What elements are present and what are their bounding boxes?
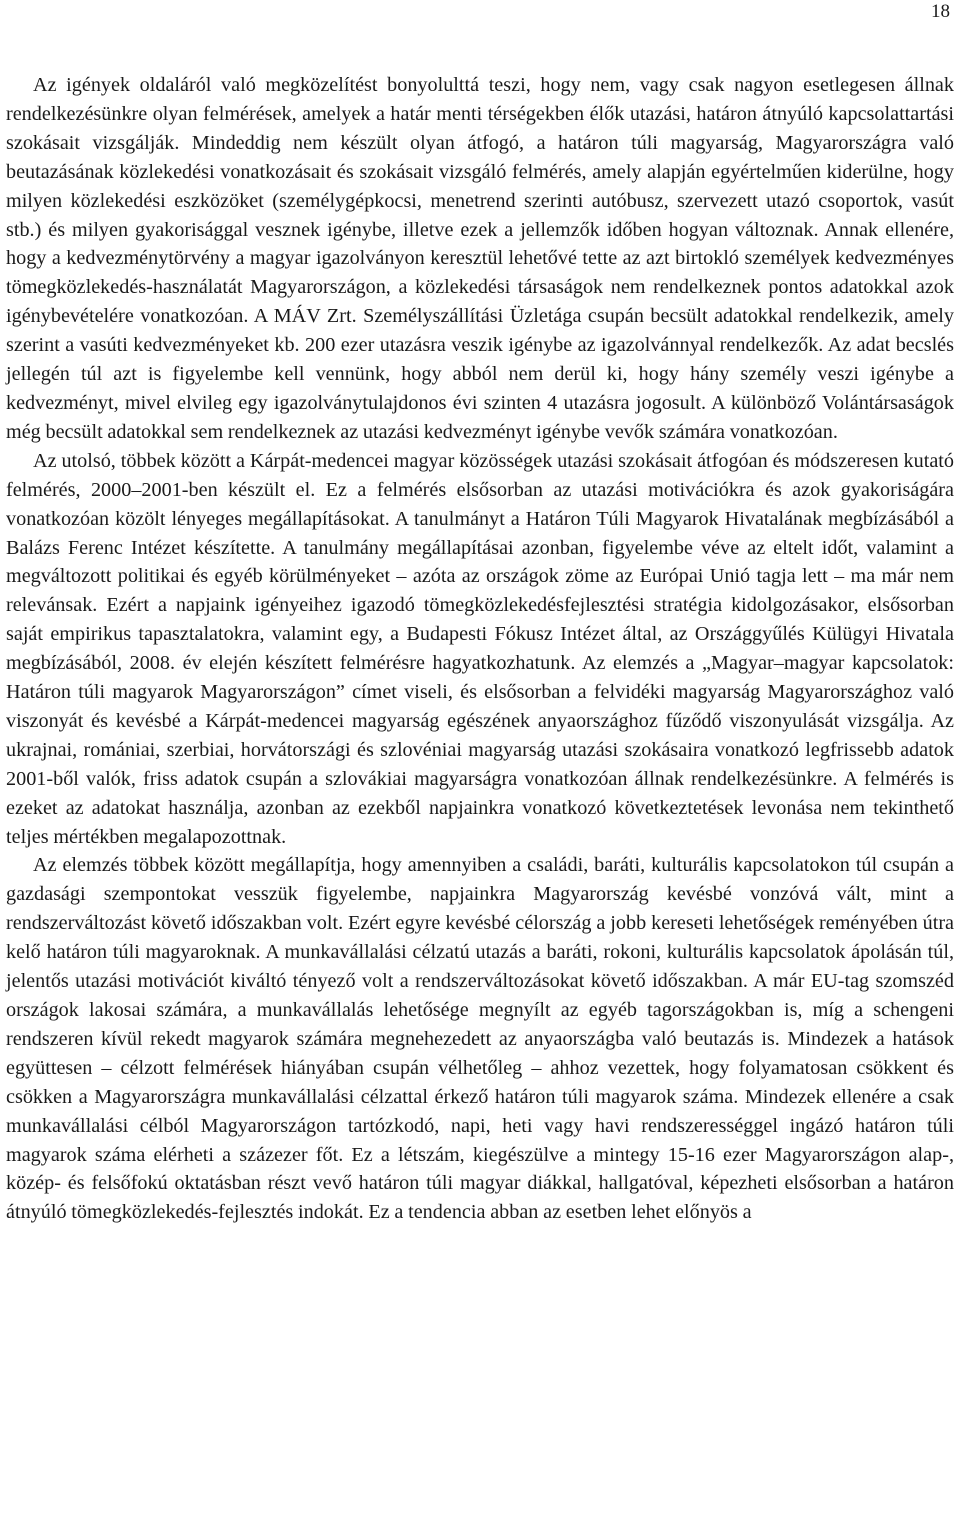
paragraph-1: Az igények oldaláról való megközelítést bonyolulttá teszi, hogy nem, vagy csak nagyon esetlegesen állnak rendelkezésünkre olyan felmérések, amelyek a határ menti térségekben élők utazási, határon átnyúló kapcsolattartási szokásait vizsgálják. Mindeddig nem készült olyan átfogó, a határon túli magyarság, Magyarországra való beutazásának közlekedési vonatkozásait és szokásait vizsgáló felmérés, amely alapján egyértelműen kiderülne, hogy milyen közlekedési eszközöket (személygépkocsi, menetrend szerinti autóbusz, szervezett utazó csoportok, vasút stb.) és milyen gyakorisággal vesznek igénybe, illetve ezek a jellemzők időben hogyan változnak. Annak ellenére, hogy a kedvezménytörvény a magyar igazolványon keresztül lehetővé tette az azt birtokló személyek kedvezményes tömegközlekedés-használatát Magyarországon, a közlekedési társaságok nem rendelkeznek pontos adatokkal azok igénybevételére vonatkozóan. A MÁV Zrt. Személyszállítási Üzletága csupán becsült adatokkal rendelkezik, amely szerint a vasúti kedvezményeket kb. 200 ezer utazásra veszik igénybe az igazolvánnyal rendelkezők. Az adat becslés jellegén túl azt is figyelembe kell vennünk, hogy abból nem derül ki, hogy hány személy veszi igénybe a kedvezményt, mivel elvileg egy igazolványtulajdonos évi szinten 4 utazásra jogosult. A különböző Volántársaságok még becsült adatokkal sem rendelkeznek az utazási kedvezményt igénybe vevők számára vonatkozóan. <box>6 74 954 443</box>
paragraph-2: Az utolsó, többek között a Kárpát-medencei magyar közösségek utazási szokásait átfogóan és módszeresen kutató felmérés, 2000–2001-ben készült el. Ez a felmérés elsősorban az utazási motivációkra és azok gyakoriságára vonatkozóan közölt lényeges megállapításokat. A tanulmányt a Határon Túli Magyarok Hivatalának megbízásából a Balázs Ferenc Intézet készítette. A tanulmány megállapításai azonban, figyelembe véve az eltelt időt, valamint a megváltozott politikai és egyéb körülményeket – azóta az országok zöme az Európai Unió tagja lett – ma már nem relevánsak. Ezért a napjaink igényeihez igazodó tömegközlekedésfejlesztési stratégia kidolgozásakor, elsősorban saját empirikus tapasztalatokra, valamint egy, a Budapesti Fókusz Intézet által, az Országgyűlés Külügyi Hivatala megbízásából, 2008. év elején készített felmérésre hagyatkozhatunk. Az elemzés a „Magyar–magyar kapcsolatok: Határon túli magyarok Magyarországon” címet viseli, és elsősorban a felvidéki magyarság Magyarországhoz való viszonyát és kevésbé a Kárpát-medencei magyarság egészének anyaországhoz fűződő viszonyulását vizsgálja. Az ukrajnai, romániai, szerbiai, horvátországi és szlovéniai magyarság utazási szokásaira vonatkozó legfrissebb adatok 2001-ből valók, friss adatok csupán a szlovákiai magyarságra vonatkozóan állnak rendelkezésünkre. A felmérés is ezeket az adatokat használja, azonban az ezekből napjainkra vonatkozó következtetések levonása nem tekinthető teljes mértékben megalapozottnak. <box>6 449 954 848</box>
paragraph-3: Az elemzés többek között megállapítja, hogy amennyiben a családi, baráti, kulturális kapcsolatokon túl csupán a gazdasági szempontokat vesszük figyelembe, napjainkra Magyarország kevésbé vonzóvá vált, mint a rendszerváltozást követő időszakban volt. Ezért egyre kevésbé célország a jobb kereseti lehetőségek reményében útra kelő határon túli magyaroknak. A munkavállalási célzatú utazás a baráti, rokoni, kulturális kapcsolatok ápolásán túl, jelentős utazási motivációt kiváltó tényező volt a rendszerváltozásokat követő időszakban. A már EU-tag szomszéd országok lakosai számára, a munkavállalás lehetősége megnyílt az egyéb tagországokban is, míg a schengeni rendszeren kívül rekedt magyarok számára megnehezedett az anyaországba való beutazás is. Mindezek a hatások együttesen – célzott felmérések hiányában csupán vélhetőleg – ahhoz vezettek, hogy folyamatosan csökkent és csökken a Magyarországra munkavállalási célzattal érkező határon túli magyarok száma. Mindezek ellenére a csak munkavállalási célból Magyarországon tartózkodó, napi, heti vagy havi rendszerességgel ingázó határon túli magyarok száma elérheti a százezer főt. Ez a létszám, kiegészülve a mintegy 15-16 ezer Magyarországon alap-, közép- és felsőfokú oktatásban részt vevő határon túli magyar diákkal, hallgatóval, képezheti elsősorban a határon átnyúló tömegközlekedés-fejlesztés indokát. Ez a tendencia abban az esetben lehet előnyös a <box>6 854 954 1224</box>
document-body <box>6 71 954 1227</box>
page-number: 18 <box>931 1 950 22</box>
